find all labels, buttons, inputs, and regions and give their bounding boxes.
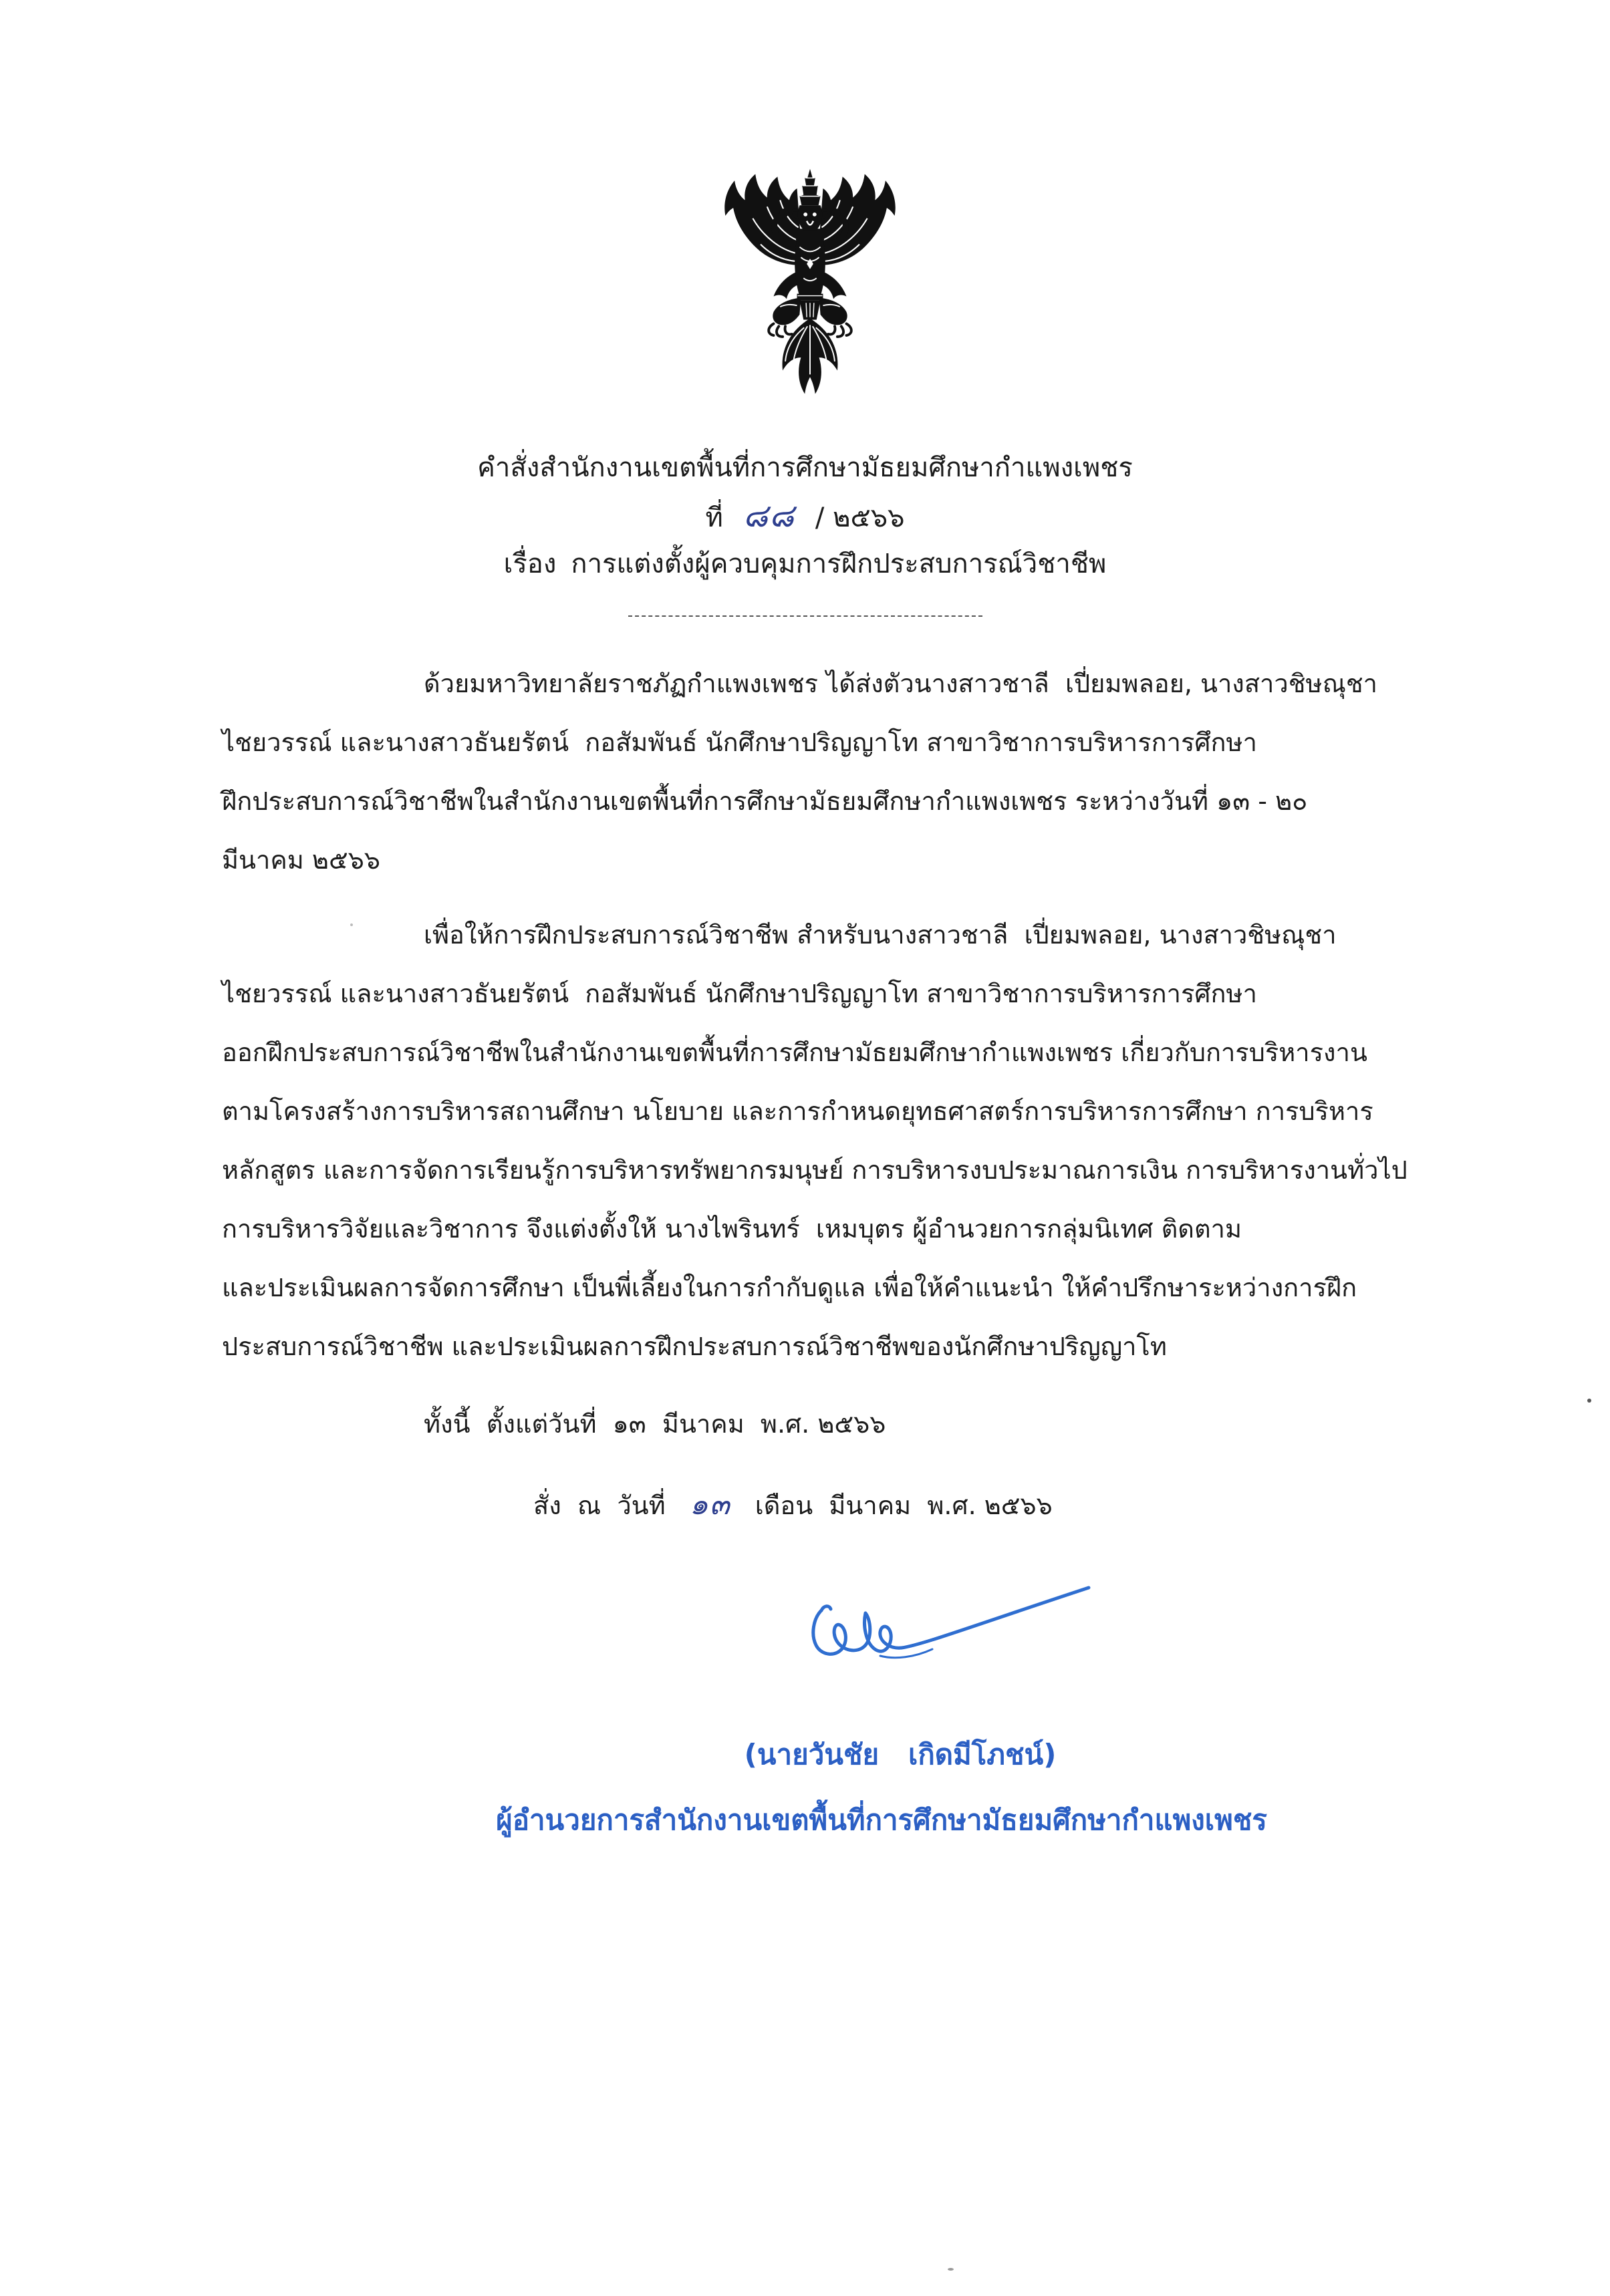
paragraph-2 xyxy=(222,905,1464,1376)
order-body xyxy=(222,654,1464,1850)
order-number-year: / ๒๕๖๖ xyxy=(815,503,905,533)
paragraph-line: ประสบการณ์วิชาชีพ และประเมินผลการฝึกประสบการณ์วิชาชีพของนักศึกษาปริญญาโท xyxy=(222,1332,1167,1361)
paragraph-line: การบริหารวิจัยและวิชาการ จึงแต่งตั้งให้ นางไพรินทร์ เหมบุตร ผู้อำนวยการกลุ่มนิเทศ ติดตาม xyxy=(222,1214,1242,1244)
paragraph-line: ตามโครงสร้างการบริหารสถานศึกษา นโยบาย และการกำหนดยุทธศาสตร์การบริหารการศึกษา การบริหาร xyxy=(222,1097,1373,1126)
paragraph-line: ฝึกประสบการณ์วิชาชีพในสำนักงานเขตพื้นที่การศึกษามัธยมศึกษากำแพงเพชร ระหว่างวันที่ ๑๓ - ๒๐ xyxy=(222,786,1308,816)
paragraph-line: มีนาคม ๒๕๖๖ xyxy=(222,845,380,875)
order-title: คำสั่งสำนักงานเขตพื้นที่การศึกษามัธยมศึกษากำแพงเพชร xyxy=(477,452,1133,483)
paragraph-line: ด้วยมหาวิทยาลัยราชภัฏกำแพงเพชร ได้ส่งตัวนางสาวชาลี เปี่ยมพลอย, นางสาวชิษณุชา xyxy=(424,669,1377,698)
handwritten-signature-icon xyxy=(801,1578,1095,1663)
signatory-position: ผู้อำนวยการสำนักงานเขตพื้นที่การศึกษามัธยมศึกษากำแพงเพชร xyxy=(496,1804,1267,1836)
subject-text: การแต่งตั้งผู้ควบคุมการฝึกประสบการณ์วิชาชีพ xyxy=(571,549,1107,579)
order-subject xyxy=(200,540,1410,588)
paragraph-line: เพื่อให้การฝึกประสบการณ์วิชาชีพ สำหรับนางสาวชาลี เปี่ยมพลอย, นางสาวชิษณุชา xyxy=(424,920,1337,950)
order-header xyxy=(200,444,1410,617)
order-date-day-handwritten: ๑๓ xyxy=(689,1487,731,1522)
order-number-handwritten: ๘๘ xyxy=(743,497,795,535)
paragraph-1 xyxy=(222,654,1464,889)
order-number-label: ที่ xyxy=(705,503,723,533)
subject-label: เรื่อง xyxy=(503,549,557,579)
paragraph-line: หลักสูตร และการจัดการเรียนรู้การบริหารทรัพยากรมนุษย์ การบริหารงบประมาณการเงิน การบริหารงานทั่วไป xyxy=(222,1155,1407,1185)
scan-speck xyxy=(1587,1399,1591,1403)
order-date-suffix: เดือน มีนาคม พ.ศ. ๒๕๖๖ xyxy=(755,1491,1053,1520)
scan-speck xyxy=(948,2268,954,2271)
paragraph-line: และประเมินผลการจัดการศึกษา เป็นพี่เลี้ยงในการกำกับดูแล เพื่อให้คำแนะนำ ให้คำปรึกษาระหว่างการฝึก xyxy=(222,1273,1357,1302)
scan-speck xyxy=(350,923,353,926)
order-date-prefix: สั่ง ณ วันที่ xyxy=(533,1491,666,1520)
order-number xyxy=(200,492,1410,540)
garuda-emblem xyxy=(712,165,908,404)
header-divider xyxy=(628,615,982,617)
signatory-name: (นายวันชัย เกิดมีโภชน์) xyxy=(744,1738,1057,1771)
order-date xyxy=(222,1475,1464,1534)
paragraph-line: ออกฝึกประสบการณ์วิชาชีพในสำนักงานเขตพื้นที่การศึกษามัธยมศึกษากำแพงเพชร เกี่ยวกับการบริหารงาน xyxy=(222,1038,1367,1067)
effective-date: ทั้งนี้ ตั้งแต่วันที่ ๑๓ มีนาคม พ.ศ. ๒๕๖๖ xyxy=(424,1409,886,1439)
paragraph-line: ไชยวรรณ์ และนางสาวธันยรัตน์ กอสัมพันธ์ นักศึกษาปริญญาโท สาขาวิชาการบริหารการศึกษา xyxy=(222,728,1257,757)
paragraph-line: ไชยวรรณ์ และนางสาวธันยรัตน์ กอสัมพันธ์ นักศึกษาปริญญาโท สาขาวิชาการบริหารการศึกษา xyxy=(222,979,1257,1008)
